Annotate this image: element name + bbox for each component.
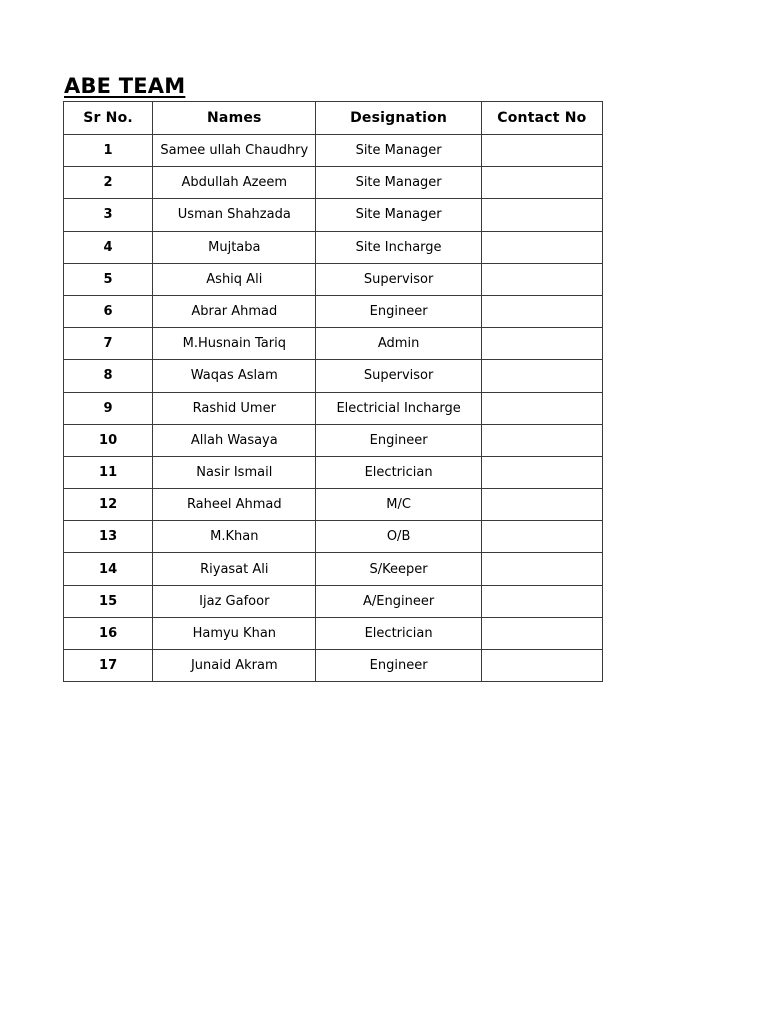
contact-cell bbox=[481, 263, 602, 295]
table-row bbox=[64, 424, 603, 456]
designation-cell: Site Manager bbox=[316, 199, 481, 231]
table-row bbox=[64, 553, 603, 585]
sr-no-cell: 1 bbox=[64, 135, 153, 167]
table-row bbox=[64, 489, 603, 521]
designation-cell: Electricial Incharge bbox=[316, 392, 481, 424]
table-row bbox=[64, 650, 603, 682]
table-row bbox=[64, 199, 603, 231]
table-row bbox=[64, 360, 603, 392]
sr-no-cell: 2 bbox=[64, 167, 153, 199]
name-cell: Abrar Ahmad bbox=[153, 295, 316, 327]
sr-no-cell: 10 bbox=[64, 424, 153, 456]
sr-no-cell: 4 bbox=[64, 231, 153, 263]
contact-cell bbox=[481, 167, 602, 199]
designation-cell: Engineer bbox=[316, 650, 481, 682]
header-sr-no: Sr No. bbox=[64, 102, 153, 135]
contact-cell bbox=[481, 199, 602, 231]
contact-cell bbox=[481, 553, 602, 585]
contact-cell bbox=[481, 295, 602, 327]
name-cell: Ijaz Gafoor bbox=[153, 585, 316, 617]
table-row bbox=[64, 585, 603, 617]
name-cell: Nasir Ismail bbox=[153, 456, 316, 488]
sr-no-cell: 14 bbox=[64, 553, 153, 585]
name-cell: M.Husnain Tariq bbox=[153, 328, 316, 360]
header-names: Names bbox=[153, 102, 316, 135]
table-row bbox=[64, 167, 603, 199]
sr-no-cell: 17 bbox=[64, 650, 153, 682]
table-row bbox=[64, 328, 603, 360]
designation-cell: Supervisor bbox=[316, 360, 481, 392]
sr-no-cell: 7 bbox=[64, 328, 153, 360]
table-row bbox=[64, 295, 603, 327]
table-row bbox=[64, 392, 603, 424]
sr-no-cell: 3 bbox=[64, 199, 153, 231]
sr-no-cell: 8 bbox=[64, 360, 153, 392]
table-row bbox=[64, 456, 603, 488]
sr-no-cell: 5 bbox=[64, 263, 153, 295]
designation-cell: Site Incharge bbox=[316, 231, 481, 263]
table-row bbox=[64, 135, 603, 167]
name-cell: Abdullah Azeem bbox=[153, 167, 316, 199]
designation-cell: Engineer bbox=[316, 295, 481, 327]
contact-cell bbox=[481, 456, 602, 488]
contact-cell bbox=[481, 617, 602, 649]
team-table bbox=[63, 101, 603, 682]
contact-cell bbox=[481, 392, 602, 424]
name-cell: Hamyu Khan bbox=[153, 617, 316, 649]
designation-cell: Site Manager bbox=[316, 167, 481, 199]
page-title: ABE TEAM bbox=[64, 74, 186, 98]
contact-cell bbox=[481, 424, 602, 456]
designation-cell: M/C bbox=[316, 489, 481, 521]
designation-cell: A/Engineer bbox=[316, 585, 481, 617]
table-row bbox=[64, 521, 603, 553]
contact-cell bbox=[481, 650, 602, 682]
contact-cell bbox=[481, 585, 602, 617]
designation-cell: Electrician bbox=[316, 456, 481, 488]
designation-cell: Electrician bbox=[316, 617, 481, 649]
sr-no-cell: 12 bbox=[64, 489, 153, 521]
designation-cell: Admin bbox=[316, 328, 481, 360]
table-row bbox=[64, 231, 603, 263]
contact-cell bbox=[481, 328, 602, 360]
table-body bbox=[64, 135, 603, 682]
designation-cell: Site Manager bbox=[316, 135, 481, 167]
name-cell: M.Khan bbox=[153, 521, 316, 553]
sr-no-cell: 16 bbox=[64, 617, 153, 649]
sr-no-cell: 9 bbox=[64, 392, 153, 424]
designation-cell: Supervisor bbox=[316, 263, 481, 295]
contact-cell bbox=[481, 360, 602, 392]
name-cell: Rashid Umer bbox=[153, 392, 316, 424]
name-cell: Ashiq Ali bbox=[153, 263, 316, 295]
sr-no-cell: 13 bbox=[64, 521, 153, 553]
contact-cell bbox=[481, 135, 602, 167]
sr-no-cell: 11 bbox=[64, 456, 153, 488]
name-cell: Raheel Ahmad bbox=[153, 489, 316, 521]
designation-cell: S/Keeper bbox=[316, 553, 481, 585]
sr-no-cell: 15 bbox=[64, 585, 153, 617]
table-header bbox=[64, 102, 603, 135]
sr-no-cell: 6 bbox=[64, 295, 153, 327]
contact-cell bbox=[481, 521, 602, 553]
contact-cell bbox=[481, 489, 602, 521]
contact-cell bbox=[481, 231, 602, 263]
header-contact-no: Contact No bbox=[481, 102, 602, 135]
header-designation: Designation bbox=[316, 102, 481, 135]
name-cell: Junaid Akram bbox=[153, 650, 316, 682]
table-row bbox=[64, 617, 603, 649]
designation-cell: Engineer bbox=[316, 424, 481, 456]
name-cell: Allah Wasaya bbox=[153, 424, 316, 456]
name-cell: Waqas Aslam bbox=[153, 360, 316, 392]
name-cell: Samee ullah Chaudhry bbox=[153, 135, 316, 167]
name-cell: Riyasat Ali bbox=[153, 553, 316, 585]
designation-cell: O/B bbox=[316, 521, 481, 553]
name-cell: Mujtaba bbox=[153, 231, 316, 263]
name-cell: Usman Shahzada bbox=[153, 199, 316, 231]
table-row bbox=[64, 263, 603, 295]
header-row bbox=[64, 102, 603, 135]
